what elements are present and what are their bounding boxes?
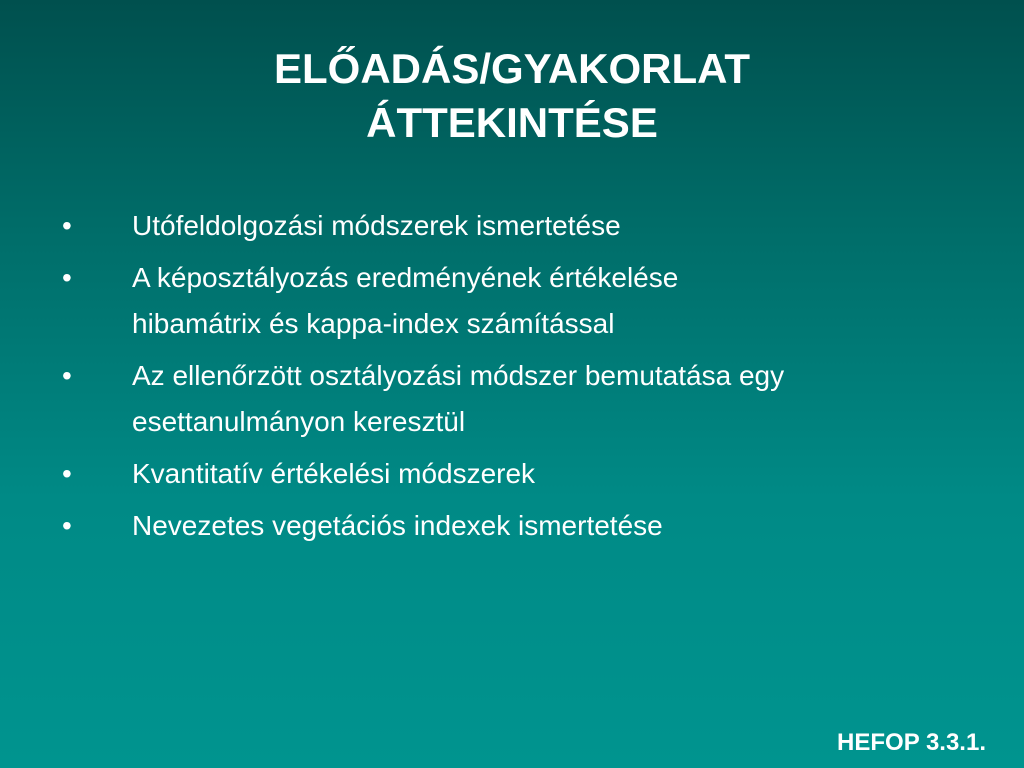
bullet-item: [62, 353, 962, 445]
slide-title: [0, 42, 1024, 150]
bullet-item: [62, 203, 962, 249]
bullet-list: [62, 203, 962, 555]
bullet-text-line: Nevezetes vegetációs indexek ismertetése: [132, 510, 663, 541]
bullet-text-line: hibamátrix és kappa-index számítással: [132, 308, 615, 339]
bullet-text-line: Kvantitatív értékelési módszerek: [132, 458, 536, 489]
bullet-item: [62, 451, 962, 497]
bullet-text-line: Utófeldolgozási módszerek ismertetése: [132, 210, 621, 241]
slide-title-line: ÁTTEKINTÉSE: [366, 99, 658, 146]
footer-label: HEFOP 3.3.1.: [837, 729, 986, 756]
bullet-icon: •: [62, 360, 72, 391]
bullet-icon: •: [62, 458, 72, 489]
bullet-text-line: esettanulmányon keresztül: [132, 406, 466, 437]
bullet-item: [62, 503, 962, 549]
bullet-icon: •: [62, 510, 72, 541]
bullet-text-line: A képosztályozás eredményének értékelése: [132, 262, 679, 293]
bullet-icon: •: [62, 262, 72, 293]
bullet-icon: •: [62, 210, 72, 241]
bullet-item: [62, 255, 962, 347]
bullet-text-line: Az ellenőrzött osztályozási módszer bemutatása egy: [132, 360, 785, 391]
slide-title-line: ELŐADÁS/GYAKORLAT: [273, 45, 751, 92]
